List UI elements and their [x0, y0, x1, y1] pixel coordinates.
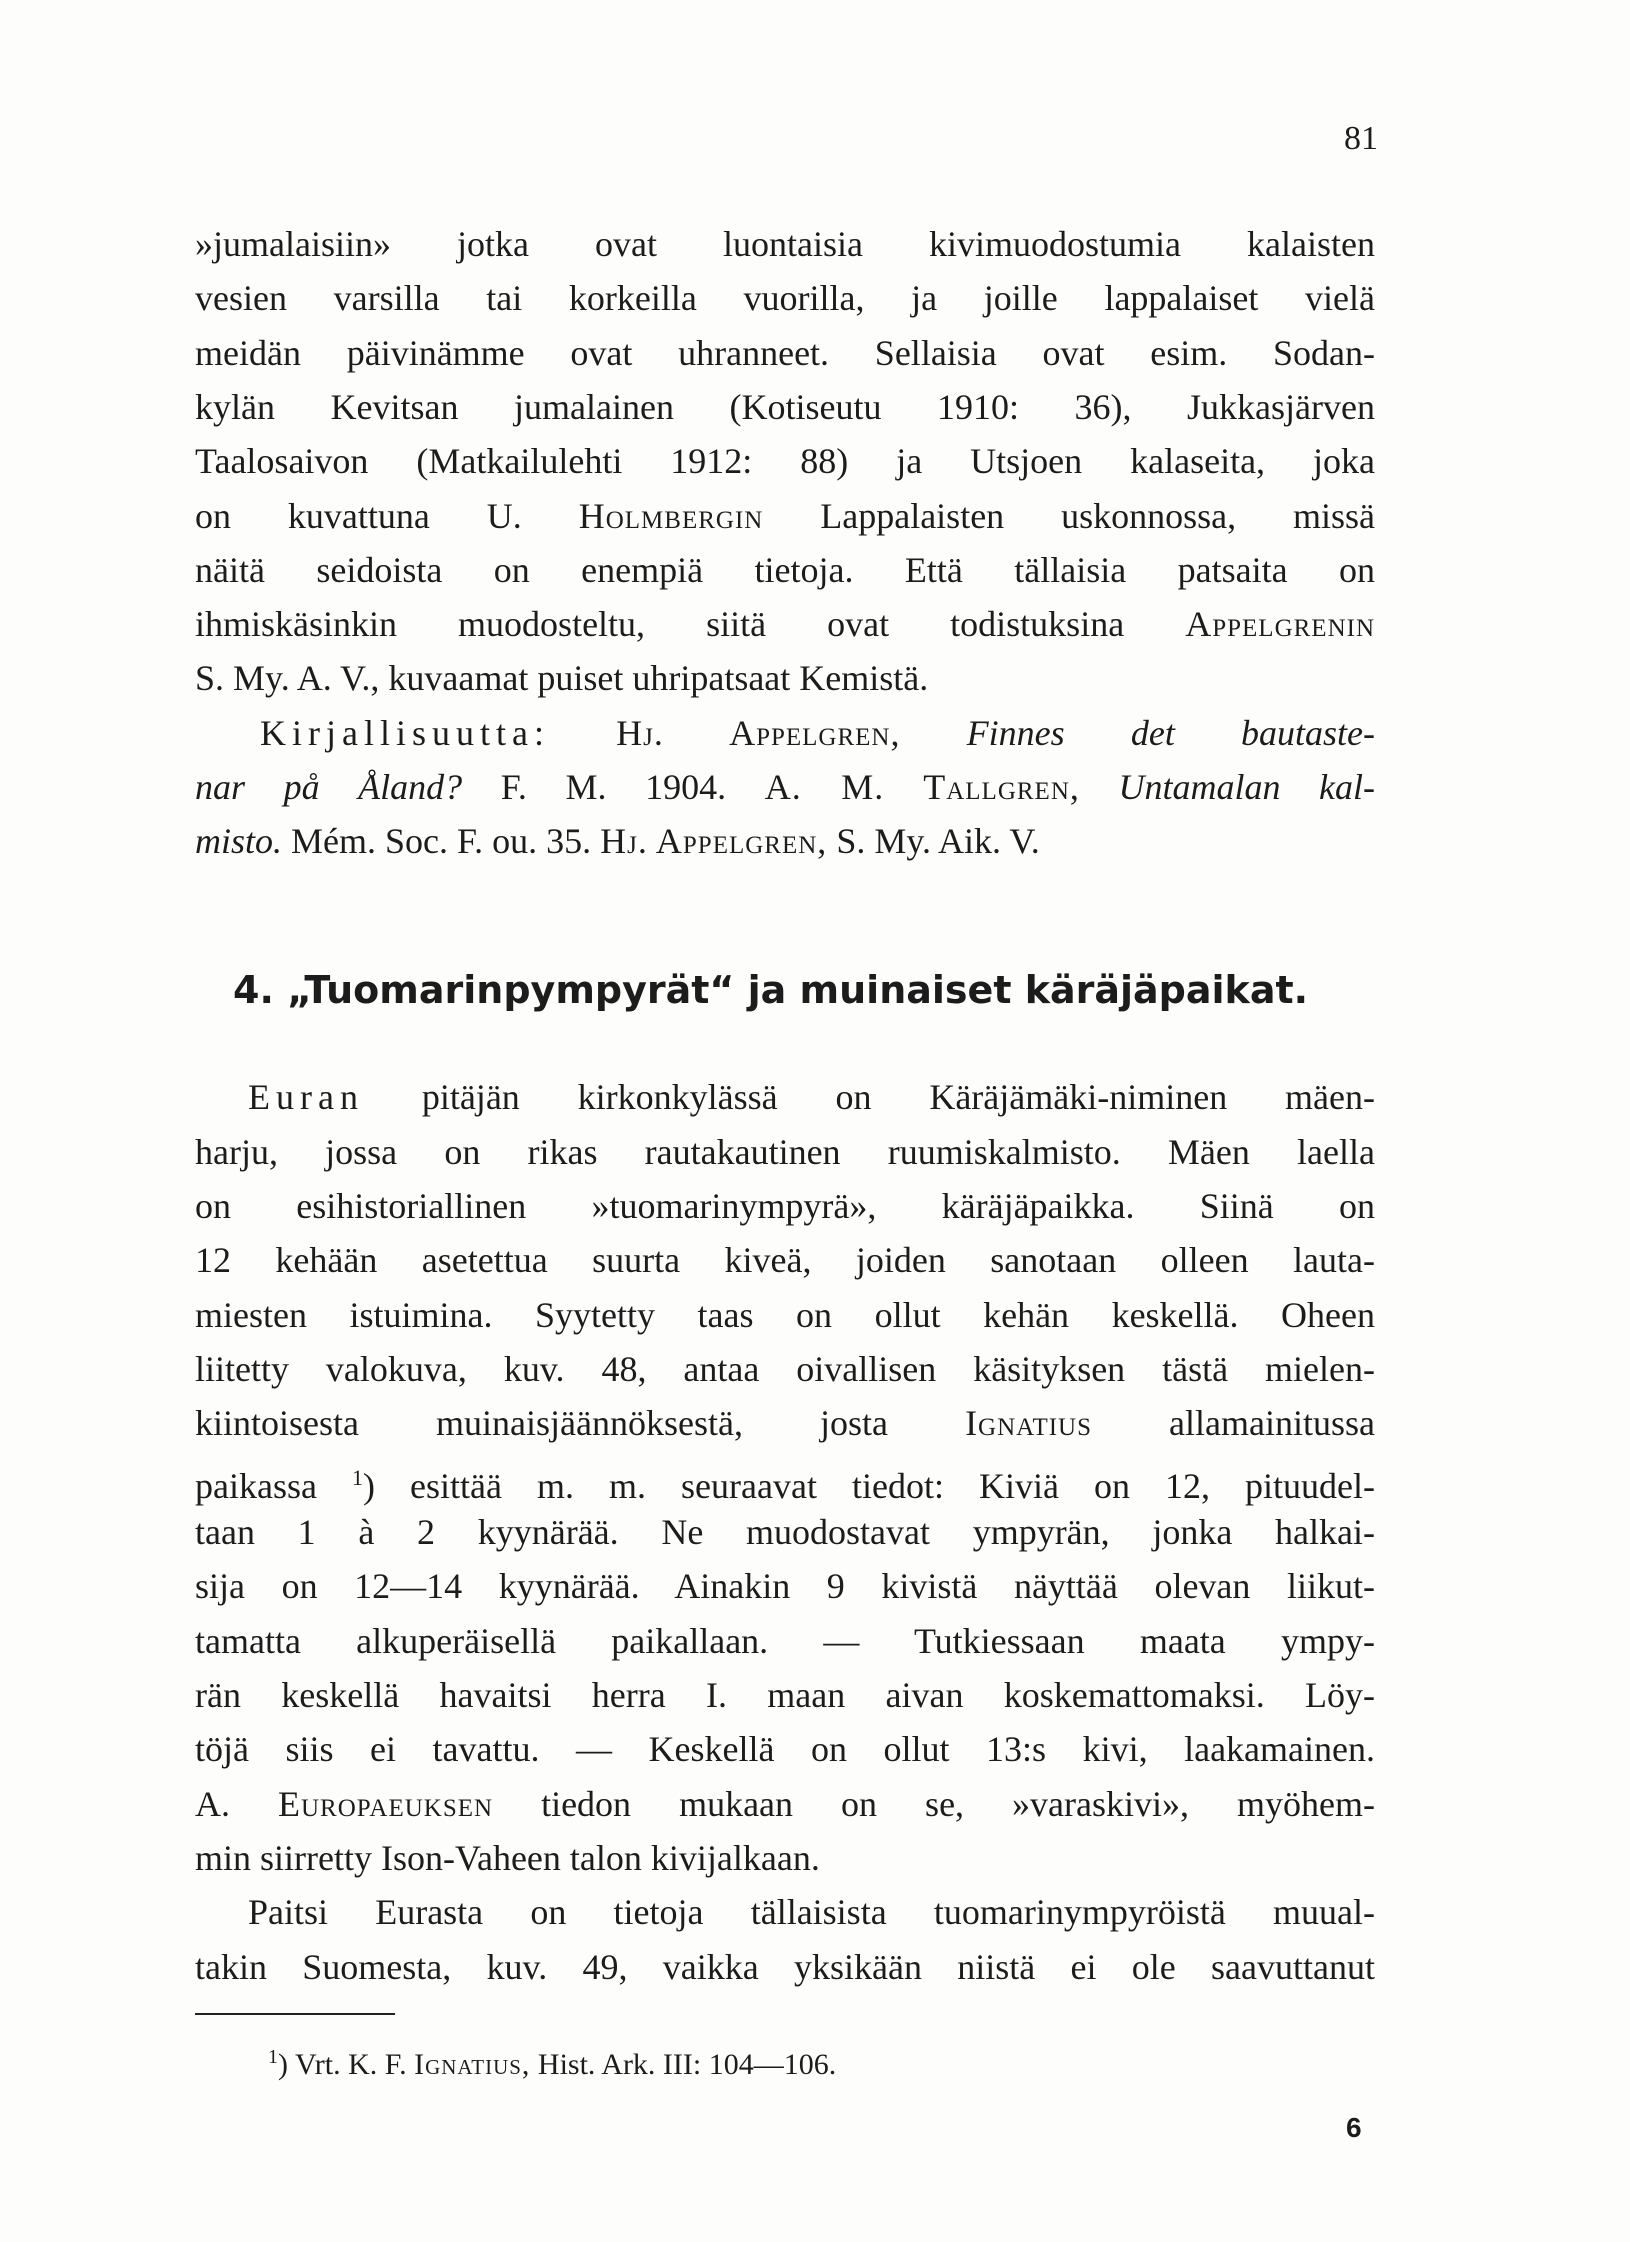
bibliography-line: misto. Mém. Soc. F. ou. 35. Hj. Appelgren, S. My. Aik. V.: [195, 821, 1040, 861]
text-line: taan 1 à 2 kyynärää. Ne muodostavat ympyrän, jonka halkai-: [195, 1512, 1375, 1552]
text-line: töjä siis ei tavattu. — Keskellä on ollut 13:s kivi, laakamainen.: [195, 1729, 1375, 1769]
text-line: takin Suomesta, kuv. 49, vaikka yksikään niistä ei ole saavuttanut: [195, 1947, 1375, 1987]
text-line: sija on 12—14 kyynärää. Ainakin 9 kivistä näyttää olevan liikut-: [195, 1566, 1375, 1606]
author-name: Europaeuksen: [278, 1784, 494, 1824]
text-line: vesien varsilla tai korkeilla vuorilla, ja joille lappalaiset vielä: [195, 278, 1375, 318]
text-line: harju, jossa on rikas rautakautinen ruumiskalmisto. Mäen laella: [195, 1132, 1375, 1172]
text-line: »jumalaisiin» jotka ovat luontaisia kivimuodostumia kalaisten: [195, 224, 1375, 264]
text-line: tamatta alkuperäisellä paikallaan. — Tutkiessaan maata ympy-: [195, 1621, 1375, 1661]
text-line: rän keskellä havaitsi herra I. maan aivan koskemattomaksi. Löy-: [195, 1675, 1375, 1715]
text-line: Taalosaivon (Matkailulehti 1912: 88) ja Utsjoen kalaseita, joka: [195, 441, 1375, 481]
bibliography-line: nar på Åland? F. M. 1904. A. M. Tallgren, Untamalan kal-: [195, 767, 1376, 807]
text-line: näitä seidoista on enempiä tietoja. Että tällaisia patsaita on: [195, 550, 1375, 590]
author-name: Ignatius: [965, 1403, 1092, 1443]
text-line: ihmiskäsinkin muodosteltu, siitä ovat todistuksina Appelgrenin: [195, 604, 1375, 644]
author-name: Appelgrenin: [1185, 604, 1375, 644]
text-line: Paitsi Eurasta on tietoja tällaisista tuomarinympyröistä muual-: [248, 1892, 1375, 1932]
text-line: kylän Kevitsan jumalainen (Kotiseutu 1910: 36), Jukkasjärven: [195, 387, 1375, 427]
text-line: 12 kehään asetettua suurta kiveä, joiden sanotaan olleen lauta-: [195, 1240, 1375, 1280]
footnote-mark: 1: [268, 2046, 278, 2068]
text-line: liitetty valokuva, kuv. 48, antaa oivallisen käsityksen tästä mielen-: [195, 1349, 1375, 1389]
section-heading: 4. „Tuomarinpympyrät“ ja muinaiset käräjäpaikat.: [233, 968, 1309, 1012]
sheet-number: 6: [1346, 2112, 1362, 2143]
text-line: kiintoisesta muinaisjäännöksestä, josta Ignatius allamainitussa: [195, 1403, 1375, 1443]
footnote-ref: 1: [352, 1465, 363, 1490]
text-line: paikassa $^1$) esittää m. m. seuraavat tiedot: Kiviä on 12, pituudel-: [195, 1465, 1376, 1506]
text-line: A. Europaeuksen tiedon mukaan on se, »varaskivi», myöhem-: [195, 1784, 1376, 1824]
page-number: 81: [1344, 120, 1378, 157]
text-line: meidän päivinämme ovat uhranneet. Sellaisia ovat esim. Sodan-: [195, 333, 1375, 373]
text-line: S. My. A. V., kuvaamat puiset uhripatsaat Kemistä.: [195, 658, 929, 698]
author-name: Holmbergin: [578, 496, 764, 536]
bibliography-line: Kirjallisuutta: Hj. Appelgren, Finnes det bautaste-: [260, 713, 1375, 753]
text-line: miesten istuimina. Syytetty taas on ollut kehän keskellä. Oheen: [195, 1295, 1375, 1335]
footnote-divider: [195, 2013, 395, 2015]
bibliography-label: Kirjallisuutta:: [260, 713, 550, 753]
text-line: Euran pitäjän kirkonkylässä on Käräjämäki-niminen mäen-: [248, 1077, 1375, 1117]
author-name: Ignatius,: [414, 2048, 531, 2081]
text-line: on kuvattuna U. Holmbergin Lappalaisten uskonnossa, missä: [195, 496, 1376, 536]
place-name: Euran: [248, 1077, 364, 1117]
footnote: $^1$) Vrt. K. F. Ignatius, Hist. Ark. III: 104—106.: [268, 2046, 837, 2081]
text-line: min siirretty Ison-Vaheen talon kivijalkaan.: [195, 1838, 820, 1878]
text-line: on esihistoriallinen »tuomarinympyrä», käräjäpaikka. Siinä on: [195, 1186, 1375, 1226]
